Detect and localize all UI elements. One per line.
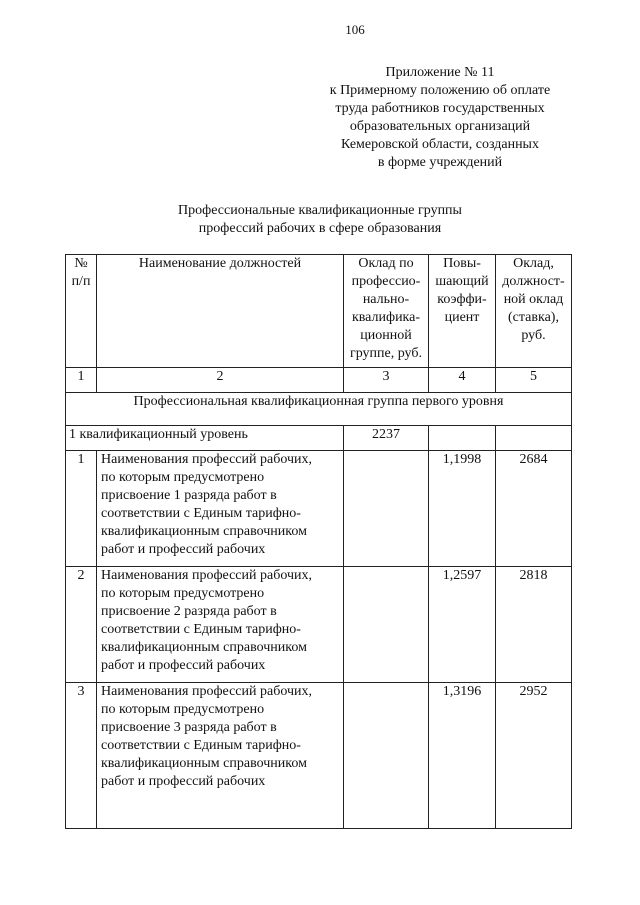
appendix-line: к Примерному положению об оплате: [329, 83, 551, 98]
column-number: 4: [429, 368, 496, 393]
row-number: 2: [66, 567, 97, 683]
header-coef-line: циент: [444, 310, 480, 325]
header-name-line: Наименование должностей: [138, 256, 302, 271]
row-final-salary: 2952: [496, 683, 572, 829]
header-final-line: ной оклад: [503, 292, 564, 307]
profession-line: по которым предусмотрено: [101, 586, 265, 601]
column-number: 1: [66, 368, 97, 393]
header-num-line: п/п: [71, 274, 91, 289]
column-number-row: [66, 368, 572, 393]
empty-cell: [344, 683, 429, 829]
table-title: [120, 202, 520, 238]
header-salary: [344, 255, 429, 368]
empty-cell: [344, 567, 429, 683]
appendix-line: труда работников государственных: [335, 101, 545, 116]
column-number: 2: [97, 368, 344, 393]
row-coefficient: 1,1998: [429, 451, 496, 567]
appendix-line: Кемеровской области, созданных: [341, 137, 539, 152]
table-row: [66, 683, 572, 829]
appendix-line: в форме учреждений: [377, 155, 503, 170]
header-salary-line: нально-: [362, 292, 410, 307]
appendix-line: Приложение № 11: [385, 65, 495, 80]
header-row: [66, 255, 572, 368]
appendix-line: образовательных организаций: [349, 119, 531, 134]
table-row: [66, 567, 572, 683]
header-salary-line: ционной: [360, 328, 412, 343]
level-label: 1 квалификационный уровень: [66, 426, 344, 451]
profession-line: работ и профессий рабочих: [101, 658, 266, 673]
header-salary-line: Оклад по: [358, 256, 414, 271]
header-num-line: №: [74, 256, 88, 271]
header-coef-line: шающий: [435, 274, 489, 289]
page-number: 106: [345, 22, 365, 37]
row-profession: [97, 683, 344, 829]
header-final-line: (ставка),: [508, 310, 559, 325]
header-final: [496, 255, 572, 368]
header-salary-line: профессио-: [351, 274, 421, 289]
row-coefficient: 1,3196: [429, 683, 496, 829]
empty-cell: [344, 451, 429, 567]
column-number: 3: [344, 368, 429, 393]
row-coefficient: 1,2597: [429, 567, 496, 683]
profession-line: соответствии с Единым тарифно-: [101, 738, 301, 753]
profession-line: работ и профессий рабочих: [101, 774, 266, 789]
header-coef-line: коэффи-: [437, 292, 487, 307]
header-coef-line: Повы-: [443, 256, 481, 271]
level-salary: 2237: [344, 426, 429, 451]
qualification-table: [65, 254, 572, 829]
empty-cell: [496, 426, 572, 451]
table-row: [66, 451, 572, 567]
row-profession: [97, 451, 344, 567]
empty-cell: [429, 426, 496, 451]
profession-line: Наименования профессий рабочих,: [101, 452, 312, 467]
table-title-line: профессий рабочих в сфере образования: [198, 221, 442, 236]
header-salary-line: группе, руб.: [349, 346, 422, 361]
column-number: 5: [496, 368, 572, 393]
level-row: [66, 426, 572, 451]
profession-line: соответствии с Единым тарифно-: [101, 506, 301, 521]
profession-line: соответствии с Единым тарифно-: [101, 622, 301, 637]
profession-line: по которым предусмотрено: [101, 702, 265, 717]
row-number: 3: [66, 683, 97, 829]
group-row: [66, 393, 572, 426]
profession-line: квалификационным справочником: [101, 524, 307, 539]
header-final-line: руб.: [521, 328, 546, 343]
profession-line: по которым предусмотрено: [101, 470, 265, 485]
header-num: [66, 255, 97, 368]
profession-line: квалификационным справочником: [101, 640, 307, 655]
header-name: [97, 255, 344, 368]
profession-line: Наименования профессий рабочих,: [101, 684, 312, 699]
header-final-line: должност-: [502, 274, 565, 289]
table-title-line: Профессиональные квалификационные группы: [178, 203, 462, 218]
profession-line: присвоение 1 разряда работ в: [101, 488, 277, 503]
row-number: 1: [66, 451, 97, 567]
header-salary-line: квалифика-: [351, 310, 421, 325]
profession-line: Наименования профессий рабочих,: [101, 568, 312, 583]
profession-line: квалификационным справочником: [101, 756, 307, 771]
group-title: Профессиональная квалификационная группа первого уровня: [66, 393, 572, 426]
profession-line: присвоение 3 разряда работ в: [101, 720, 277, 735]
row-final-salary: 2684: [496, 451, 572, 567]
profession-line: работ и профессий рабочих: [101, 542, 266, 557]
profession-line: присвоение 2 разряда работ в: [101, 604, 277, 619]
row-final-salary: 2818: [496, 567, 572, 683]
header-final-line: Оклад,: [513, 256, 554, 271]
row-profession: [97, 567, 344, 683]
appendix-heading: [305, 64, 575, 172]
header-coef: [429, 255, 496, 368]
